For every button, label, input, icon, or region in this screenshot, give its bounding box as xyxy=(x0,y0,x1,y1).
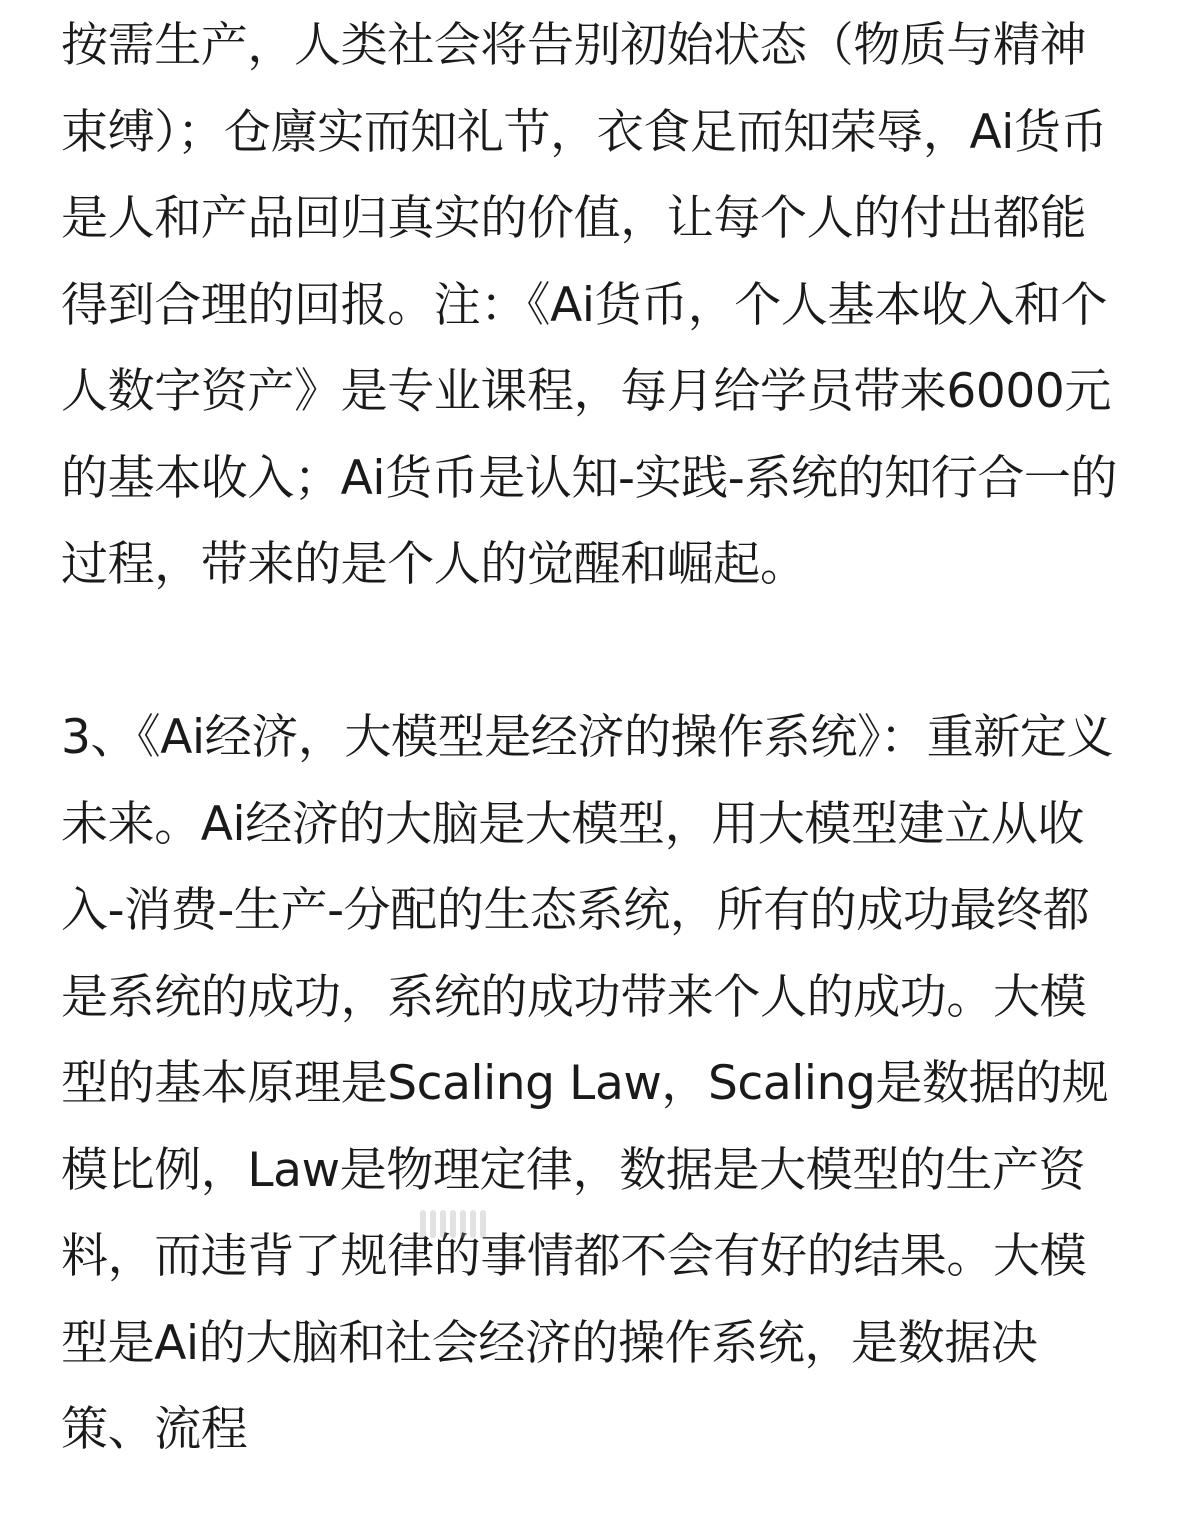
loading-indicator-icon xyxy=(420,1210,490,1238)
paragraph-gap xyxy=(61,609,1121,696)
article-paragraph-ai-currency: 按需生产，人类社会将告别初始状态（物质与精神束缚）；仓廪实而知礼节，衣食足而知荣辱，Ai货币是人和产品回归真实的价值，让每个人的付出都能得到合理的回报。注：《Ai货币，个人基本收入和个人数字资产》是专业课程，每月给学员带来6000元的基本收入；Ai货币是认知-实践-系统的知行合一的过程，带来的是个人的觉醒和崛起。 xyxy=(61,18,1118,592)
article-body xyxy=(61,3,1121,1474)
article-paragraph-ai-economy: 3、《Ai经济，大模型是经济的操作系统》：重新定义未来。Ai经济的大脑是大模型，用大模型建立从收入-消费-生产-分配的生态系统，所有的成功最终都是系统的成功，系统的成功带来个人的成功。大模型的基本原理是Scaling Law，Scaling是数据的规模比例，Law是物理定律，数据是大模型的生产资料，而违背了规律的事情都不会有好的结果。大模型是Ai的大脑和社会经济的操作系统，是数据决策、流程 xyxy=(61,710,1114,1457)
